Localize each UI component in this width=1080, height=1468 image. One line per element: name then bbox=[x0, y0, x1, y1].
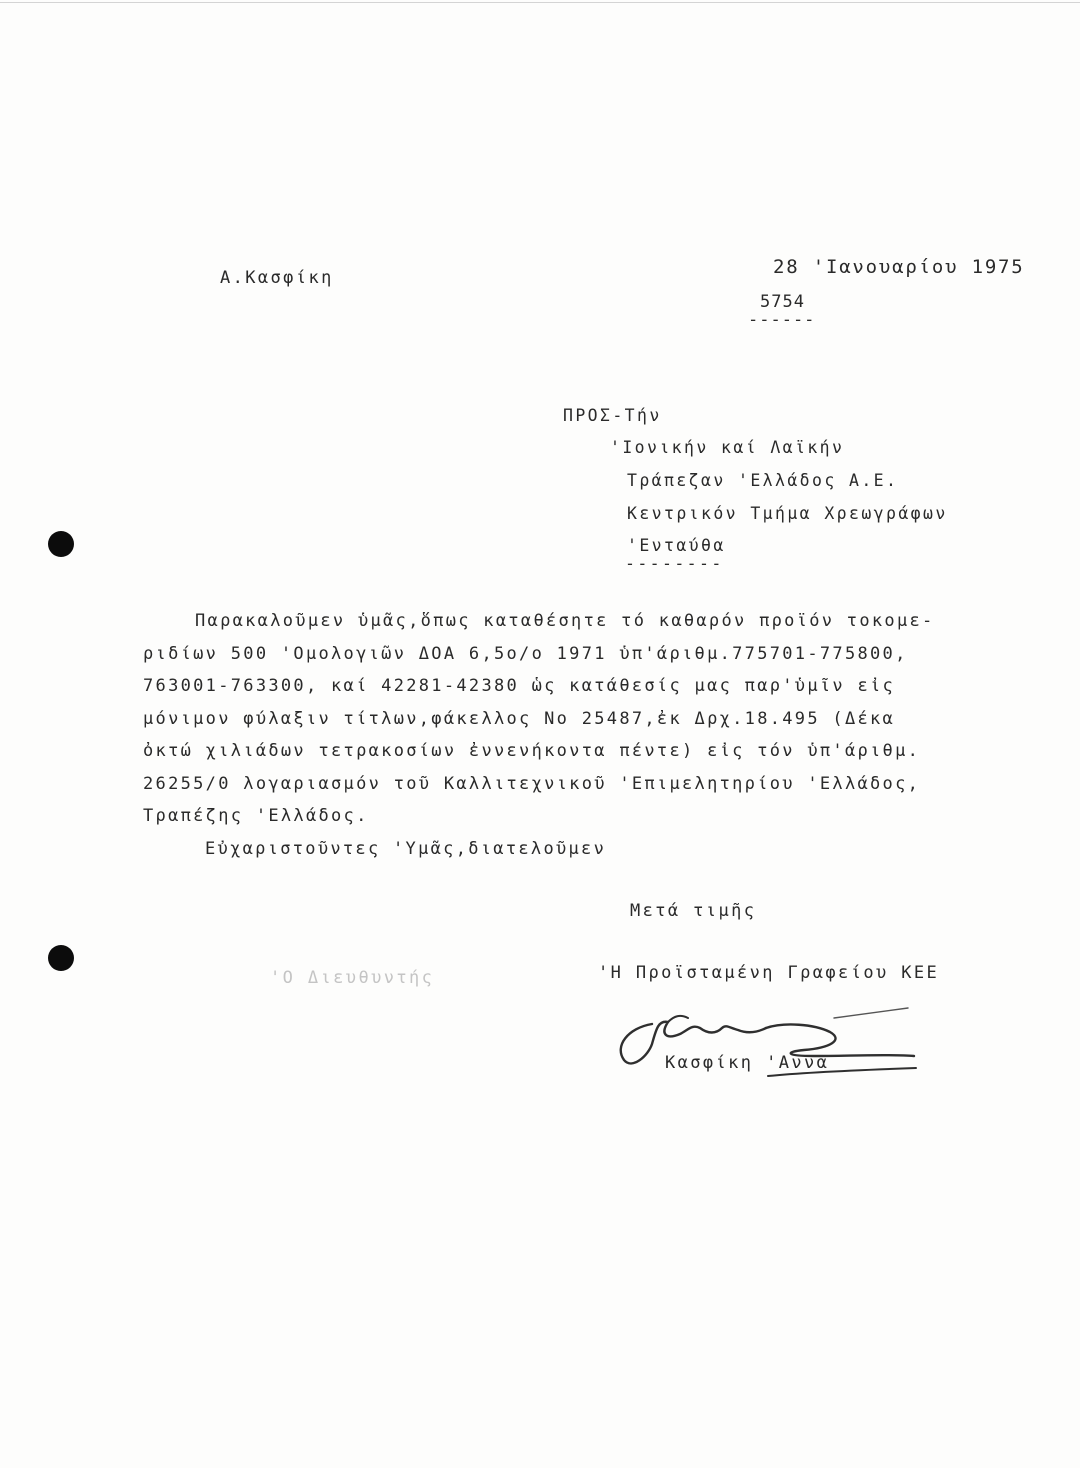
reference-underline: ------ bbox=[748, 310, 816, 330]
signer-name: Κασφίκη 'Αννα bbox=[665, 1053, 830, 1073]
addressee-line-3: Τράπεζαν 'Ελλάδος Α.Ε. bbox=[627, 471, 899, 490]
body-line-1: Παρακαλοῦμεν ὑμᾶς,ὅπως καταθέσητε τό καθαρόν προϊόν τοκομε- bbox=[195, 611, 935, 631]
body-line-7: Τραπέζης 'Ελλάδος. bbox=[143, 806, 369, 826]
punch-hole-bottom bbox=[48, 945, 74, 971]
handwritten-signature bbox=[608, 1000, 938, 1090]
body-line-4: μόνιμον φύλαξιν τίτλων,φάκελλος Νο 25487,ἐκ Δρχ.18.495 (Δέκα bbox=[143, 709, 896, 729]
sender-initials: Α.Κασφίκη bbox=[220, 268, 334, 288]
body-line-6: 26255/0 λογαριασμόν τοῦ Καλλιτεχνικοῦ 'Επιμελητηρίου 'Ελλάδος, bbox=[143, 774, 921, 794]
punch-hole-top bbox=[48, 531, 74, 557]
page-top-edge bbox=[0, 2, 1080, 3]
reference-number: 5754 bbox=[760, 292, 805, 312]
letter-date: 28 'Ιανουαρίου 1975 bbox=[773, 256, 1025, 278]
body-line-3: 763001-763300, καί 42281-42380 ὡς κατάθεσίς μας παρ'ὑμῖν εἰς bbox=[143, 676, 896, 696]
body-line-2: ριδίων 500 'Ομολογιῶν ΔΟΑ 6,5ο/ο 1971 ὑπ'άριθμ.775701-775800, bbox=[143, 644, 908, 664]
addressee-line-4: Κεντρικόν Τμήμα Χρεωγράφων bbox=[627, 504, 948, 523]
addressee-line-2: 'Ιονικήν καί Λαϊκήν bbox=[610, 438, 845, 457]
addressee-line-1: ΠΡΟΣ-Τήν bbox=[563, 406, 662, 425]
addressee-underline: -------- bbox=[625, 554, 724, 573]
addressee-line-5: 'Ενταύθα bbox=[627, 536, 726, 555]
faint-typed-word: 'Ο Διευθυντής bbox=[270, 968, 435, 988]
signer-title: 'Η Προϊσταμένη Γραφείου ΚΕΕ bbox=[598, 963, 940, 983]
closing-salutation: Μετά τιμῆς bbox=[630, 901, 757, 921]
body-line-5: ὀκτώ χιλιάδων τετρακοσίων ἐννενήκοντα πέντε) εἰς τόν ὑπ'άριθμ. bbox=[143, 741, 921, 761]
thanks-line: Εὐχαριστοῦντες 'Υμᾶς,διατελοῦμεν bbox=[205, 839, 607, 859]
